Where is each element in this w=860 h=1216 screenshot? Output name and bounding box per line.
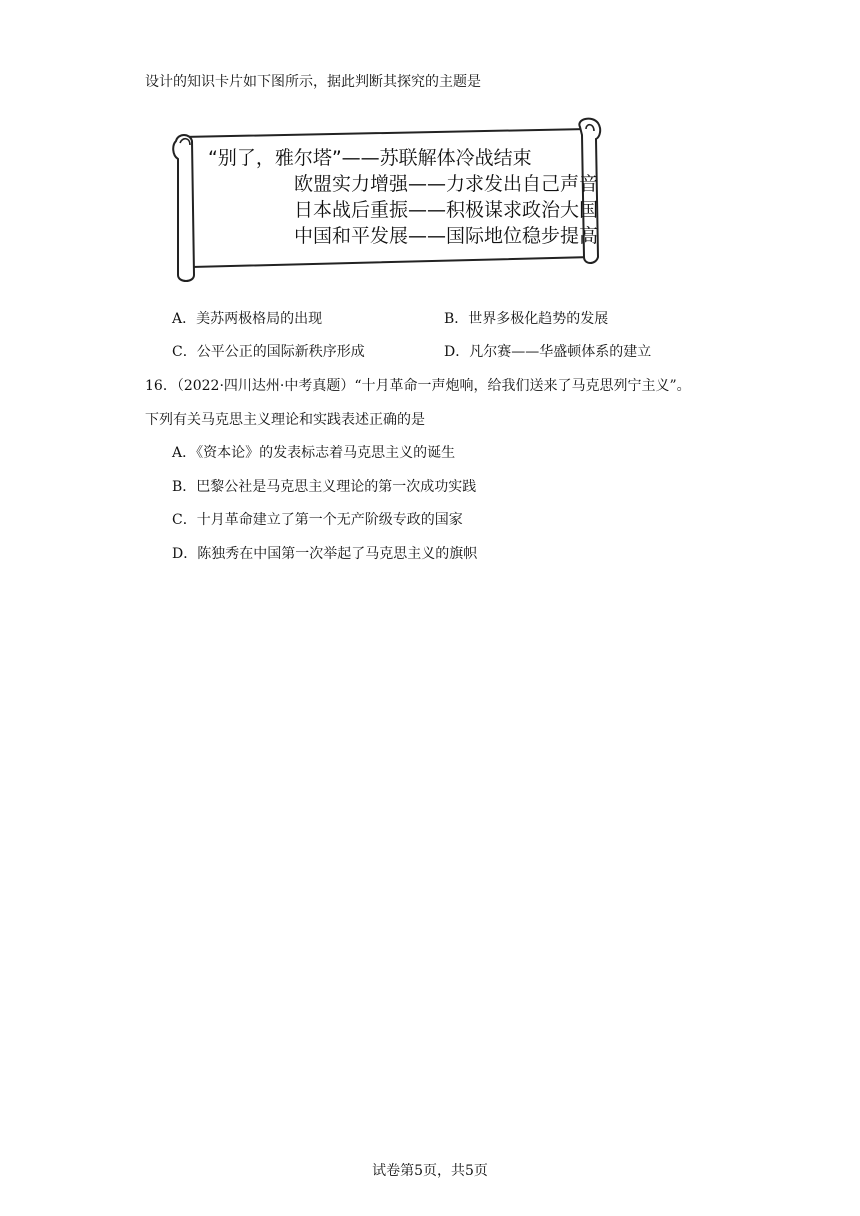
knowledge-card-scroll [168, 115, 608, 287]
card-row: “别了，雅尔塔”——苏联解体冷战结束 [208, 147, 532, 169]
q16-option-c: C．十月革命建立了第一个无产阶级专政的国家 [172, 512, 463, 528]
q16-option-b: B．巴黎公社是马克思主义理论的第一次成功实践 [172, 479, 477, 495]
question-intro: 设计的知识卡片如下图所示，据此判断其探究的主题是 [145, 74, 481, 90]
q16-stem-line1: 16．（2022·四川达州·中考真题）“十月革命一声炮响，给我们送来了马克思列宁主义”。 [145, 378, 691, 394]
q15-option-d: D．凡尔赛——华盛顿体系的建立 [444, 344, 652, 360]
q15-option-b: B．世界多极化趋势的发展 [444, 311, 609, 327]
card-row: 欧盟实力增强——力求发出自己声音 [293, 173, 598, 195]
q15-option-a: A．美苏两极格局的出现 [172, 311, 323, 327]
q16-option-a: A．《资本论》的发表标志着马克思主义的诞生 [172, 445, 456, 461]
card-row: 日本战后重振——积极谋求政治大国 [293, 199, 598, 221]
knowledge-card-text [200, 145, 598, 249]
q16-option-d: D．陈独秀在中国第一次举起了马克思主义的旗帜 [172, 546, 478, 562]
q15-option-c: C．公平公正的国际新秩序形成 [172, 344, 365, 360]
card-row: 中国和平发展——国际地位稳步提高 [293, 225, 598, 247]
q16-stem-line2: 下列有关马克思主义理论和实践表述正确的是 [145, 412, 425, 428]
page-footer: 试卷第5页，共5页 [372, 1163, 488, 1179]
